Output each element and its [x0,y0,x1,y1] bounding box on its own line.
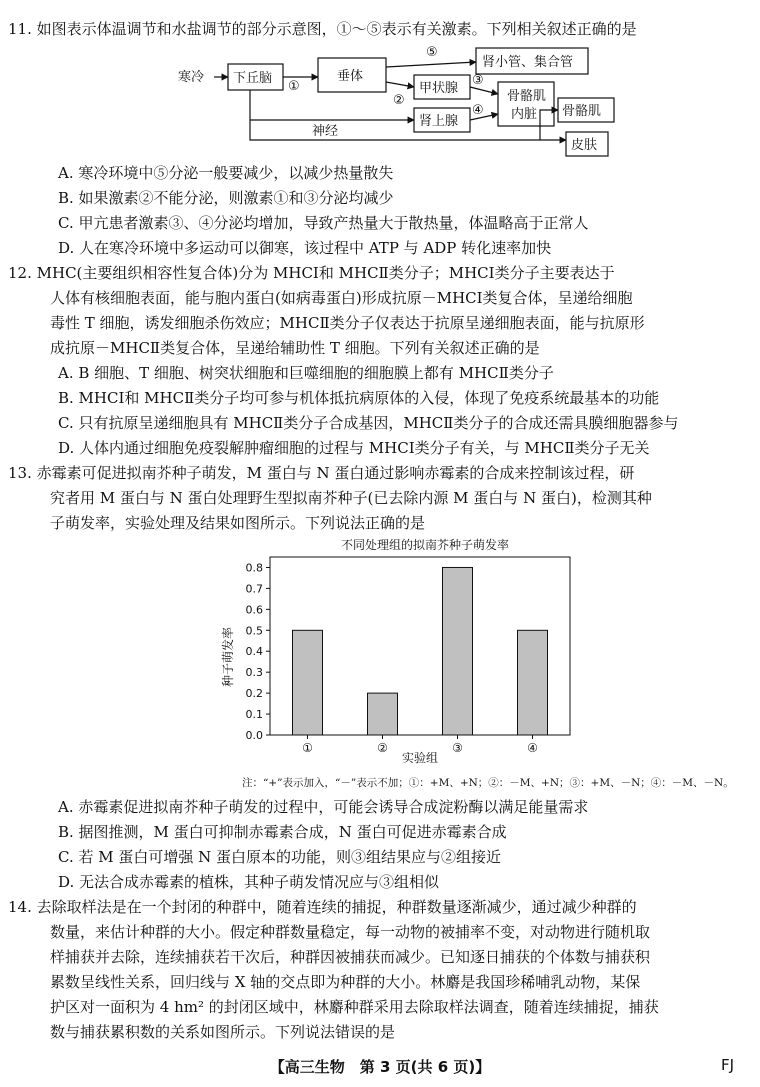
y-tick-label: 0.6 [245,603,263,617]
q14-stem-line: 数与捕获累积数的关系如图所示。下列说法错误的是 [50,1023,396,1041]
footer-code: FJ [720,1056,734,1074]
bar-4 [518,630,548,735]
marker-2: ② [393,93,405,108]
nerve-label: 神经 [312,124,339,139]
kidney-label: 肾小管、集合管 [482,55,574,70]
y-tick-label: 0.3 [245,666,263,680]
skeletal-label: 骨骼肌 [562,104,602,119]
x-tick-label: ③ [452,741,463,755]
chart-xlabel: 实验组 [401,751,439,765]
q14-stem-line: 样捕获并去除，连续捕获若干次后，种群因被捕获而减少。已知逐日捕获的个体数与捕获积 [50,948,651,966]
q13-chart-note: 注：“+”表示加入，“－”表示不加；①：+M、+N；②：－M、+N；③：+M、－N；④：－M、－N。 [242,777,734,789]
q14-stem-line: 护区对一面积为 4 hm² 的封闭区域中，林麝种群采用去除取样法调查，随着连续捕捉，捕获 [50,998,659,1016]
adrenal-label: 肾上腺 [419,114,459,129]
q12-stem-line: 毒性 T 细胞，诱发细胞杀伤效应；MHCⅡ类分子仅表达于抗原呈递细胞表面，能与抗原形 [50,314,645,332]
q14-stem-line: 数量，来估计种群的大小。假定种群数量稳定，每一动物的被捕率不变，对动物进行随机取 [50,923,651,941]
q13-stem-line: 究者用 M 蛋白与 N 蛋白处理野生型拟南芥种子(已去除内源 M 蛋白与 N 蛋白)，检测其种 [50,489,652,507]
x-tick-label: ① [302,741,313,755]
chart-ylabel: 种子萌发率 [221,626,235,688]
pituitary-label: 垂体 [337,69,364,84]
q12-option-b: B. MHCⅠ和 MHCⅡ类分子均可参与机体抵抗病原体的入侵，体现了免疫系统最基本的功能 [58,389,660,407]
y-tick-label: 0.5 [245,624,263,638]
q11-option-a: A. 寒冷环境中⑤分泌一般要减少，以减少热量散失 [58,164,394,182]
q11-option-d: D. 人在寒冷环境中多运动可以御寒，该过程中 ATP 与 ADP 转化速率加快 [58,239,552,257]
muscle-label: 骨骼肌 [507,89,547,104]
y-tick-label: 0.1 [245,708,263,722]
chart-title: 不同处理组的拟南芥种子萌发率 [340,538,510,552]
x-tick-label: ④ [527,741,538,755]
q13-stem-line: 子萌发率，实验处理及结果如图所示。下列说法正确的是 [50,514,426,532]
q13-stem-line: 13. 赤霉素可促进拟南芥种子萌发，M 蛋白与 N 蛋白通过影响赤霉素的合成来控制该过程，研 [8,464,635,482]
y-tick-label: 0.8 [245,561,263,575]
bar-2 [368,693,398,735]
q12-option-a: A. B 细胞、T 细胞、树突状细胞和巨噬细胞的细胞膜上都有 MHCⅡ类分子 [58,364,554,382]
q12-stem-line: 人体有核细胞表面，能与胞内蛋白(如病毒蛋白)形成抗原－MHCⅠ类复合体，呈递给细胞 [50,289,633,307]
germination-bar-chart [0,535,760,770]
q13-option-c: C. 若 M 蛋白可增强 N 蛋白原本的功能，则③组结果应与②组接近 [58,848,502,866]
marker-1: ① [288,79,300,94]
q12-stem-line: 12. MHC(主要组织相容性复合体)分为 MHCⅠ和 MHCⅡ类分子；MHCⅠ类分子主要表达于 [8,264,615,282]
liver-label: 内脏 [511,107,538,122]
q12-stem-line: 成抗原－MHCⅡ类复合体，呈递给辅助性 T 细胞。下列有关叙述正确的是 [50,339,540,357]
cold-label: 寒冷 [178,70,205,85]
y-tick-label: 0.2 [245,687,263,701]
q11-diagram [0,42,760,157]
bar-1 [293,630,323,735]
y-tick-label: 0.4 [245,645,263,659]
thyroid-label: 甲状腺 [419,81,459,96]
marker-5: ⑤ [426,45,438,60]
marker-4: ④ [472,103,484,118]
page-footer: 【高三生物 第 3 页(共 6 页)】 [269,1058,491,1076]
q11-option-b: B. 如果激素②不能分泌，则激素①和③分泌均减少 [58,189,394,207]
q14-stem-line: 累数呈线性关系，回归线与 X 轴的交点即为种群的大小。林麝是我国珍稀哺乳动物，某保 [50,973,641,991]
q13-option-a: A. 赤霉素促进拟南芥种子萌发的过程中，可能会诱导合成淀粉酶以满足能量需求 [58,798,589,816]
marker-3: ③ [472,73,484,88]
skin-label: 皮肤 [571,138,598,153]
q11-option-c: C. 甲亢患者激素③、④分泌均增加，导致产热量大于散热量，体温略高于正常人 [58,214,589,232]
q14-stem-line: 14. 去除取样法是在一个封闭的种群中，随着连续的捕捉，种群数量逐渐减少，通过减少种群的 [8,898,637,916]
y-tick-label: 0.7 [245,582,263,596]
q13-option-d: D. 无法合成赤霉素的植株，其种子萌发情况应与③组相似 [58,873,440,891]
bar-3 [443,567,473,735]
x-tick-label: ② [377,741,388,755]
q12-option-c: C. 只有抗原呈递细胞具有 MHCⅡ类分子合成基因，MHCⅡ类分子的合成还需具膜细胞器参与 [58,414,679,432]
q12-option-d: D. 人体内通过细胞免疫裂解肿瘤细胞的过程与 MHCⅠ类分子有关，与 MHCⅡ类分子无关 [58,439,650,457]
hypothalamus-label: 下丘脑 [233,71,273,86]
q13-option-b: B. 据图推测，M 蛋白可抑制赤霉素合成，N 蛋白可促进赤霉素合成 [58,823,507,841]
q11-stem: 11. 如图表示体温调节和水盐调节的部分示意图，①～⑤表示有关激素。下列相关叙述正确的是 [8,20,637,38]
y-tick-label: 0.0 [245,729,263,742]
